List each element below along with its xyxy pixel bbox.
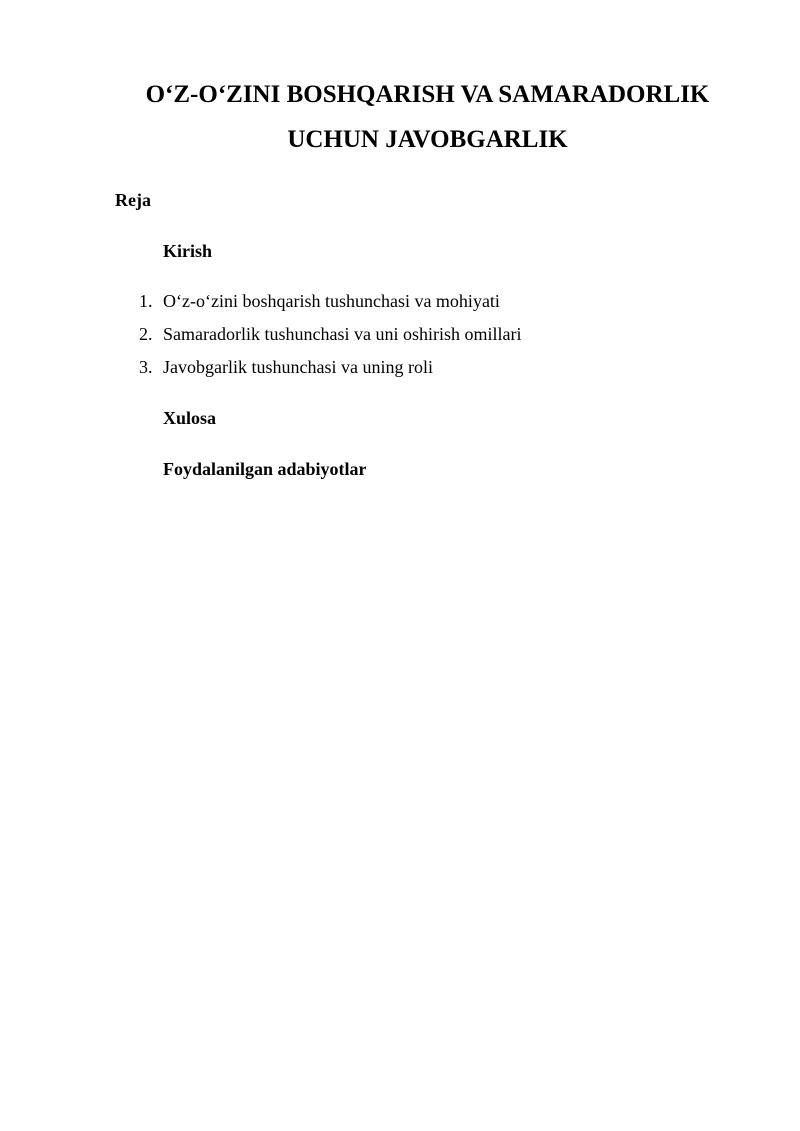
plan-item-text: Javobgarlik tushunchasi va uning roli <box>163 357 433 377</box>
plan-list-item <box>0 324 700 357</box>
document-title-line-2: UCHUN JAVOBGARLIK <box>287 126 568 153</box>
conclusion-heading: Xulosa <box>163 408 217 428</box>
document-title-line-1: O‘Z-O‘ZINI BOSHQARISH VA SAMARADORLIK <box>145 81 710 108</box>
plan-list-item <box>0 357 700 390</box>
references-heading: Foydalanilgan adabiyotlar <box>163 459 367 479</box>
plan-item-number: 1. <box>139 291 153 311</box>
intro-heading: Kirish <box>163 241 213 261</box>
plan-item-number: 2. <box>139 324 153 344</box>
plan-list-item <box>0 291 700 324</box>
plan-list <box>0 291 700 390</box>
plan-item-number: 3. <box>139 357 153 377</box>
plan-heading: Reja <box>115 190 151 210</box>
plan-item-text: O‘z-o‘zini boshqarish tushunchasi va mohiyati <box>163 291 500 311</box>
plan-item-text: Samaradorlik tushunchasi va uni oshirish omillari <box>163 324 522 344</box>
